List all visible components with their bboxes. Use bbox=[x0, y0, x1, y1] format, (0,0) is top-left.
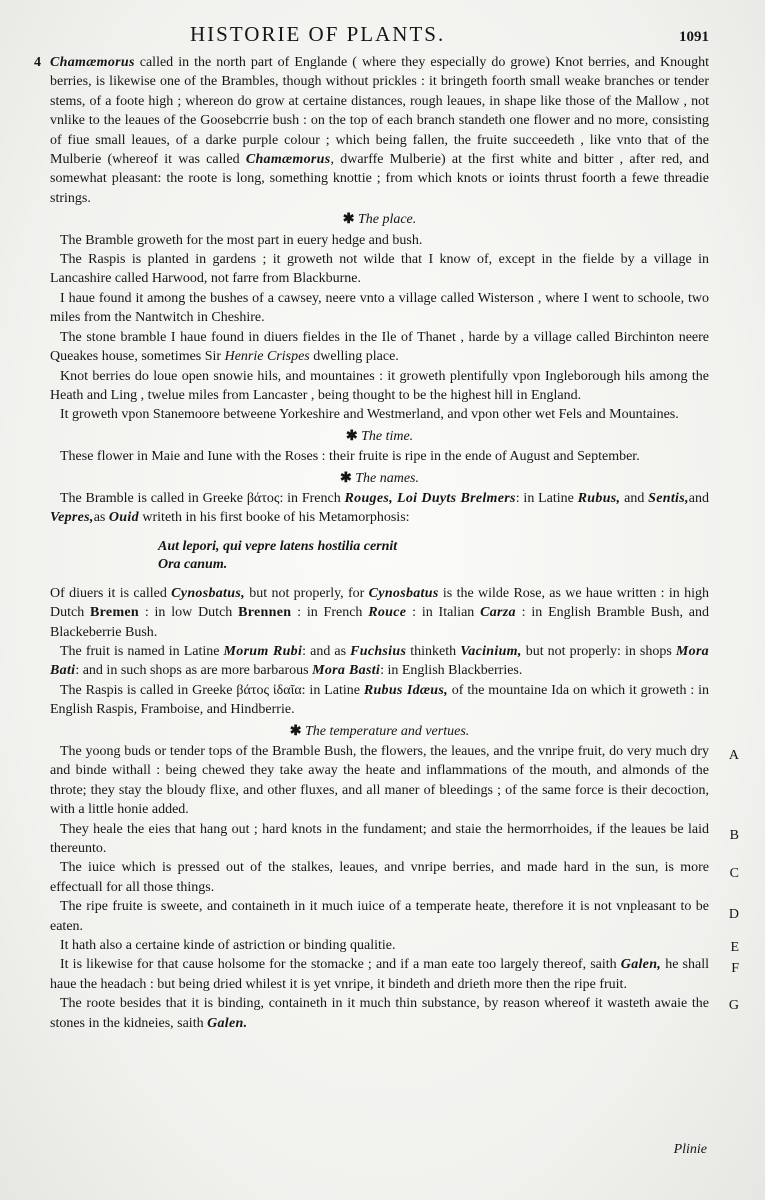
person-name: Henrie Crispes bbox=[224, 349, 310, 365]
margin-letter-g: G bbox=[728, 998, 739, 1014]
verse-line-2: Ora canum. bbox=[158, 556, 228, 572]
greek-term: βάτος bbox=[246, 490, 280, 506]
virtue-item-g: The roote besides that it is binding, containeth in it much thin substance, by reason whereof it wasteth awaie the stones in the kidneies, saith Galen. G bbox=[50, 996, 739, 1031]
heading-names: ✱ The names. bbox=[339, 470, 419, 486]
paragraph-names-4: The Raspis is called in Greeke βάτος ἰδαῖα: in Latine Rubus Idæus, of the mountaine Ida on which it groweth : in English Raspis, Framboise, and Hindberrie. bbox=[50, 682, 709, 718]
section-number: 4 bbox=[34, 55, 41, 70]
greek-term: βάτος ἰδαῖα bbox=[236, 682, 302, 698]
verse-quotation bbox=[158, 538, 709, 574]
virtue-item-b: They heale the eies that hang out ; hard knots in the fundament; and staie the hermorrhoides, if the leaues be laid thereunto. B bbox=[50, 821, 739, 857]
paragraph-time: These flower in Maie and Iune with the Roses : their fruite is ripe in the ende of August and September. bbox=[60, 449, 640, 465]
paragraph-place-stone: The stone bramble I haue found in diuers fieldes in the Ile of Thanet , harde by a village called Birchinton neere Queakes house, sometimes Sir Henrie Crispes dwelling place. bbox=[50, 329, 709, 365]
paragraph-place-2: The Raspis is planted in gardens ; it groweth not wilde that I know of, except in the fielde by a village in Lancashire called Harwood, not farre from Blackburne. bbox=[50, 252, 709, 287]
term-chamaemorus-2: Chamæmorus bbox=[245, 152, 331, 168]
margin-letter-a: A bbox=[728, 748, 739, 763]
asterism-icon: ✱ bbox=[339, 470, 352, 486]
term-chamaemorus: Chamæmorus bbox=[50, 55, 135, 70]
margin-letter-c: C bbox=[729, 866, 739, 882]
heading-temperature: ✱ The temperature and vertues. bbox=[289, 723, 470, 739]
margin-letter-f: F bbox=[731, 961, 739, 977]
heading-place: ✱ The place. bbox=[342, 212, 417, 228]
virtue-item-e: It hath also a certaine kinde of astriction or binding qualitie. E bbox=[50, 936, 709, 955]
verse-line-1: Aut lepori, qui vepre latens hostilia cernit bbox=[158, 538, 398, 554]
paragraph-place-5: It groweth vpon Stanemoore betweene Yorkeshire and Westmerland, and vpon other wet Fels and Mountaines. bbox=[60, 407, 679, 423]
page-number: 1091 bbox=[679, 29, 709, 45]
catchword: Plinie bbox=[673, 1142, 707, 1157]
asterism-icon: ✱ bbox=[289, 723, 302, 739]
asterism-icon: ✱ bbox=[342, 212, 355, 228]
heading-time: ✱ The time. bbox=[345, 428, 414, 444]
asterism-icon: ✱ bbox=[345, 428, 358, 444]
margin-letter-d: D bbox=[728, 907, 739, 923]
running-head bbox=[190, 22, 709, 47]
page-title: HISTORIE OF PLANTS. bbox=[190, 22, 446, 46]
virtue-item-c: The iuice which is pressed out of the stalkes, leaues, and vnripe berries, and made hard in the sun, is more effectuall for all those things. C bbox=[50, 860, 739, 895]
virtue-item-f: It is likewise for that cause holsome for the stomacke ; and if a man eate too largely thereof, saith Galen, he shall haue the headach : but being dried whilest it is yet vnripe, it bindeth and drieth more then the ripe fruit. F bbox=[50, 957, 739, 992]
paragraph-place-4: Knot berries do loue open snowie hils, and mountaines : it groweth plentifully vpon Ingleborough hils among the Heath and Ling , twelue miles from Lancaster , being thought to be the highest hill in England. bbox=[50, 368, 709, 403]
paragraph-place-3: I haue found it among the bushes of a cawsey, neere vnto a village called Wisterson , where I went to schoole, two miles from the Nantwitch in Cheshire. bbox=[50, 290, 709, 326]
margin-letter-e: E bbox=[730, 940, 739, 956]
paragraph-chamaemorus: 4 Chamæmorus called in the north part of Englande ( where they especially do growe) Knot berries, and Knought berries, is likewise one of the Brambles, though without prickles : it bringeth foorth small weake branches or tender stems, of a foote high ; whereon do grow at certaine distances, rough leaues, in shape like those of the Mallow , not vnlike to the leaues of the Goosebcrrie bush : on the top of each branch standeth one flower and no more, consisting of fiue small leaues, of a darke purple colour ; which being fallen, the fruite succeedeth , like vnto that of the Mulberie (whereof it was called Chamæmorus, dwarffe Mulberie) at the first white and bitter , after red, and somewhat pleasant: the roote is long, something knottie ; from which knots or ioints thrust foorth a fewe threadie strings. bbox=[34, 55, 710, 206]
paragraph-names-3: The fruit is named in Latine Morum Rubi: and as Fuchsius thinketh Vacinium, but not properly: in shops Mora Bati: and in such shops as are more barbarous Mora Basti: in English Blackberries. bbox=[50, 643, 709, 679]
virtue-item-a: The yoong buds or tender tops of the Bramble Bush, the flowers, the leaues, and the vnripe fruit, do very much dry and binde withall : being chewed they take away the heate and inflammations of the mouth, and almonds of the throte; they stay the bloudy flixe, and other fluxes, and all maner of bleedings ; of the same force is their decoction, with a little honie added. A bbox=[50, 744, 739, 818]
virtue-item-d: The ripe fruite is sweete, and containeth in it much iuice of a temperate heate, therefore it is not vnpleasant to be eaten. D bbox=[50, 899, 739, 934]
paragraph-place-1: The Bramble groweth for the most part in euery hedge and bush. bbox=[60, 232, 423, 248]
margin-letter-b: B bbox=[729, 827, 739, 843]
paragraph-names-2: Of diuers it is called Cynosbatus, but not properly, for Cynosbatus is the wilde Rose, as we haue written : in high Dutch Bremen : in low Dutch Brennen : in French Rouce : in Italian Carza : in English Bramble Bush, and Blackeberrie Bush. bbox=[50, 585, 710, 640]
paragraph-names-1: The Bramble is called in Greeke βάτος: in French Rouges, Loi Duyts Brelmers: in Latine Rubus, and Sentis,and Vepres,as Ouid writeth in his first booke of his Metamorphosis: bbox=[50, 490, 709, 526]
